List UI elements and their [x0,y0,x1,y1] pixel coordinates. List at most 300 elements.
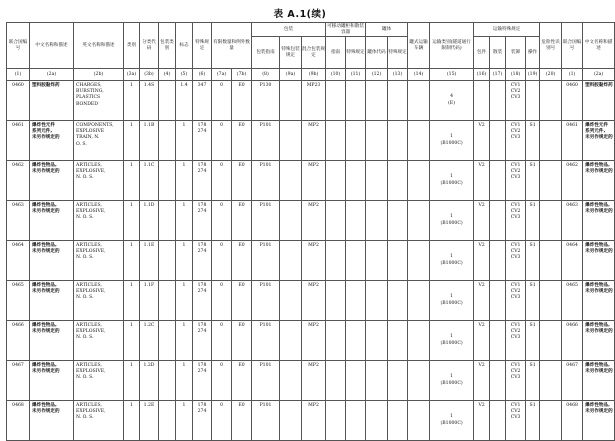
header-pack-instr: 包装指南 [252,37,280,69]
cn-name-cell [30,401,74,441]
mixed-pack-cell: MP2 [302,121,326,161]
label-cell: 1 [176,201,193,241]
limited-qty-cell: 0 [212,241,232,281]
transport-cat-cell-line: (B1000C) [440,300,463,306]
tank-special-cell [346,401,366,441]
tank-instr-cell [326,81,346,121]
transport-cat-cell-line: 1 [450,374,454,380]
column-number-cell: (7a) [212,69,232,81]
transport-cat-cell-line: 1 [450,174,454,180]
en-name-cell-line: EXPLOSIVE, [76,169,106,175]
ts-loading-cell-line: CV2 [510,169,521,175]
en-name-cell-line: PLASTICS [76,95,101,101]
ts-loading-cell-line: CV1 [510,163,521,168]
cn-name-cell [30,121,74,161]
transport-cat-cell [430,161,474,201]
ts-operation-cell: S1 [526,281,540,321]
column-number-cell: (4) [159,69,176,81]
special-provision-cell [193,281,212,321]
header-mixed-pack: 混合包装规定 [302,37,326,69]
header-limited-qty: 有限数量和例外数量 [212,23,252,69]
cn-name-right-cell-line: 爆炸性物品, [585,363,610,368]
column-number-cell: (9a) [280,69,302,81]
ts-bulk-cell [490,401,506,441]
class-cell: 1 [124,201,140,241]
tank-instr-cell [326,241,346,281]
class-code-cell: 1.2E [140,401,159,441]
ts-bulk-cell [490,281,506,321]
mixed-pack-cell: MP2 [302,201,326,241]
tank-instr-cell [326,201,346,241]
header-class: 类别 [124,23,140,69]
mixed-pack-cell: MP2 [302,161,326,201]
cn-name-right-cell-line: 爆炸性物品, [585,403,610,408]
pack-special-cell [280,121,302,161]
ts-packages-cell: V2 [474,241,490,281]
hazard-id-cell [540,281,562,321]
un-no-right-cell: 0462 [562,161,583,201]
cn-name-cell-line: 爆炸性物品, [32,283,57,288]
limited-qty-cell: 0 [212,281,232,321]
tank-special-cell [346,241,366,281]
en-name-cell-line: N. O. S. [76,295,94,301]
cn-name-right-cell [583,361,615,401]
cn-name-cell [30,81,74,121]
cn-name-cell [30,201,74,241]
transport-cat-cell [430,241,474,281]
header-class-code: 分类代码 [140,23,159,69]
table-row [7,401,615,441]
en-name-cell-line: COMPONENTS, [76,123,114,128]
tank-code-cell [366,281,388,321]
transport-cat-cell [430,281,474,321]
un-no-right-cell: 0465 [562,281,583,321]
ts-bulk-cell [490,241,506,281]
pack-instr-cell: P101 [252,401,280,441]
special-provision-cell-line: 178 [197,283,207,288]
cn-name-cell [30,361,74,401]
un-no-cell: 0467 [7,361,30,401]
ts-loading-cell-line: CV3 [510,375,521,381]
label-cell: 1 [176,281,193,321]
mixed-pack-cell: MP23 [302,81,326,121]
cn-name-cell-line: 未另作规定的 [32,249,60,255]
tank-special-2-cell [388,241,408,281]
cn-name-right-cell-line: 爆炸性物品, [585,203,610,208]
ts-loading-cell-line: CV3 [510,295,521,301]
cn-name-right-cell-line: 系列元件, [585,129,606,135]
cn-name-cell [30,241,74,281]
class-cell: 1 [124,241,140,281]
cn-name-right-cell [583,161,615,201]
special-provision-cell-line: 347 [197,83,207,88]
hazard-id-cell [540,241,562,281]
ts-loading-cell-line: CV1 [510,363,521,368]
class-code-cell: 1.1E [140,241,159,281]
header-special-provisions: 特殊规定 [193,23,212,69]
pack-special-cell [280,161,302,201]
ts-loading-cell-line: CV2 [510,409,521,415]
cn-name-right-cell-line: 爆炸性物品, [585,323,610,328]
special-provision-cell-line: 274 [197,169,207,175]
cn-name-cell-line: 塑料胶黏炸药 [32,83,60,88]
tank-special-2-cell [388,81,408,121]
pack-special-cell [280,361,302,401]
hazard-id-cell [540,81,562,121]
column-number-cell: (16) [474,69,490,81]
en-name-cell-line: N. O. S. [76,215,94,221]
en-name-cell-line: N. O. S. [76,175,94,181]
mixed-pack-cell: MP2 [302,241,326,281]
ts-loading-cell-line: CV3 [510,415,521,421]
ts-bulk-cell [490,81,506,121]
limited-qty-cell: 0 [212,361,232,401]
tank-special-2-cell [388,121,408,161]
un-no-cell: 0466 [7,321,30,361]
special-provision-cell [193,241,212,281]
transport-cat-cell-line: 1 [450,254,454,260]
mixed-pack-cell: MP2 [302,401,326,441]
en-name-cell-line: TRAIN, N. [76,135,100,141]
vehicle-tank-cell [408,321,430,361]
vehicle-tank-cell [408,401,430,441]
en-name-cell-line: ARTICLES, [76,283,102,288]
pack-instr-cell: P101 [252,321,280,361]
cn-name-right-cell-line: 未另作规定的 [585,369,613,375]
en-name-cell-line: ARTICLES, [76,323,102,328]
tank-special-cell [346,281,366,321]
special-provision-cell-line: 274 [197,329,207,335]
header-packing-group: 包装类别 [159,23,176,69]
table-row [7,201,615,241]
packing-group-cell [159,201,176,241]
class-code-cell: 1.1F [140,281,159,321]
pack-instr-cell: P101 [252,201,280,241]
special-provision-cell-line: 274 [197,289,207,295]
ts-bulk-cell [490,361,506,401]
special-provision-cell-line: 274 [197,249,207,255]
tank-code-cell [366,81,388,121]
ts-operation-cell: S1 [526,161,540,201]
en-name-cell-line: CHARGES, [76,83,102,88]
ts-loading-cell-line: CV3 [510,335,521,341]
limited-qty-cell: 0 [212,321,232,361]
cn-name-cell-line: 未另作规定的 [32,329,60,335]
un-no-cell: 0461 [7,121,30,161]
transport-cat-cell-line: 1 [450,334,454,340]
cn-name-cell-line: 未另作规定的 [32,209,60,215]
en-name-cell [74,121,124,161]
class-code-cell: 1.2C [140,321,159,361]
limited-qty-cell: 0 [212,201,232,241]
transport-cat-cell [430,81,474,121]
en-name-cell-line: ARTICLES, [76,163,102,168]
pack-special-cell [280,241,302,281]
special-provision-cell-line: 178 [197,323,207,328]
cn-name-right-cell-line: 未另作规定的 [585,409,613,415]
tank-code-cell [366,361,388,401]
en-name-cell [74,161,124,201]
tank-instr-cell [326,121,346,161]
mixed-pack-cell: MP2 [302,361,326,401]
transport-cat-cell-line: 1 [450,214,454,220]
class-code-cell: 1.4S [140,81,159,121]
ts-operation-cell: S1 [526,121,540,161]
ts-packages-cell: V2 [474,321,490,361]
ts-loading-cell-line: CV3 [510,175,521,181]
class-code-cell: 1.1B [140,121,159,161]
special-provision-cell-line: 274 [197,209,207,215]
en-name-cell-line: EXPLOSIVE, [76,249,106,255]
header-ts-loading: 装卸 [506,37,526,69]
limited-qty-cell: 0 [212,121,232,161]
ts-operation-cell: S1 [526,401,540,441]
cn-name-cell-line: 未另作规定的 [32,289,60,295]
column-number-cell: (6) [193,69,212,81]
excepted-qty-cell: E0 [232,161,252,201]
special-provision-cell-line: 178 [197,243,207,248]
un-no-right-cell: 0463 [562,201,583,241]
transport-cat-cell-line: 4 [450,94,454,100]
packing-group-cell [159,241,176,281]
column-number-cell: (1) [562,69,583,81]
cn-name-right-cell-line: 爆炸性物品, [585,283,610,288]
header-tank: 罐体 [366,23,408,37]
cn-name-right-cell-line: 未另作规定的 [585,209,613,215]
un-no-cell: 0465 [7,281,30,321]
pack-special-cell [280,201,302,241]
column-number-cell: (17) [490,69,506,81]
cn-name-cell-line: 未另作规定的 [32,409,60,415]
hazard-id-cell [540,401,562,441]
table-row [7,281,615,321]
ts-operation-cell: S1 [526,321,540,361]
pack-special-cell [280,81,302,121]
en-name-cell-line: BONDED [76,101,98,107]
cn-name-cell-line: 爆炸性物品, [32,323,57,328]
en-name-cell-line: N. O. S. [76,415,94,421]
transport-cat-cell [430,321,474,361]
cn-name-cell-line: 爆炸性物品, [32,403,57,408]
header-pack-special: 特殊包装规定 [280,37,302,69]
tank-code-cell [366,401,388,441]
en-name-cell-line: N. O. S. [76,375,94,381]
tank-special-2-cell [388,321,408,361]
label-cell: 1 [176,401,193,441]
label-cell: 1.4 [176,81,193,121]
header-tank-instr: 指南 [326,37,346,69]
packing-group-cell [159,281,176,321]
ts-loading-cell [506,281,526,321]
special-provision-cell-line: 274 [197,129,207,135]
special-provision-cell [193,361,212,401]
mixed-pack-cell: MP2 [302,281,326,321]
un-no-right-cell: 0467 [562,361,583,401]
tank-special-cell [346,201,366,241]
tank-instr-cell [326,401,346,441]
ts-loading-cell-line: CV3 [510,95,521,101]
column-number-cell: (8) [252,69,280,81]
en-name-cell-line: EXPLOSIVE, [76,289,106,295]
packing-group-cell [159,161,176,201]
label-cell: 1 [176,161,193,201]
special-provision-cell [193,121,212,161]
ts-loading-cell-line: CV2 [510,369,521,375]
transport-cat-cell-line: 1 [450,294,454,300]
en-name-cell-line: N. O. S. [76,335,94,341]
pack-instr-cell: P130 [252,81,280,121]
hazard-id-cell [540,361,562,401]
excepted-qty-cell: E0 [232,241,252,281]
en-name-cell [74,281,124,321]
cn-name-right-cell-line: 塑料胶黏炸药 [585,83,613,88]
cn-name-right-cell [583,321,615,361]
transport-cat-cell-line: (B1000C) [440,420,463,426]
ts-loading-cell-line: CV3 [510,255,521,261]
ts-loading-cell [506,81,526,121]
ts-loading-cell-line: CV1 [510,323,521,328]
header-transport-special: 运输特殊规定 [474,23,540,37]
limited-qty-cell: 0 [212,401,232,441]
header-tank-special: 特殊规定 [346,37,366,69]
column-number-cell: (9b) [302,69,326,81]
excepted-qty-cell: E0 [232,81,252,121]
column-number-cell: (12) [366,69,388,81]
tank-code-cell [366,241,388,281]
ts-operation-cell: S1 [526,201,540,241]
un-no-cell: 0463 [7,201,30,241]
vehicle-tank-cell [408,161,430,201]
cn-name-right-cell [583,401,615,441]
transport-cat-cell-line: (B1000C) [440,260,463,266]
ts-operation-cell: S1 [526,361,540,401]
excepted-qty-cell: E0 [232,361,252,401]
cn-name-right-cell [583,81,615,121]
ts-loading-cell-line: CV2 [510,209,521,215]
ts-loading-cell-line: CV2 [510,329,521,335]
tank-special-2-cell [388,281,408,321]
excepted-qty-cell: E0 [232,121,252,161]
ts-loading-cell-line: CV2 [510,89,521,95]
dangerous-goods-table [6,22,615,441]
header-ts-bulk: 散装 [490,37,506,69]
ts-packages-cell: V2 [474,121,490,161]
pack-instr-cell: P101 [252,121,280,161]
ts-bulk-cell [490,321,506,361]
tank-instr-cell [326,361,346,401]
tank-code-cell [366,161,388,201]
cn-name-cell-line: 未另作规定的 [32,135,60,141]
un-no-cell: 0460 [7,81,30,121]
ts-loading-cell-line: CV1 [510,283,521,288]
table-row [7,121,615,161]
class-cell: 1 [124,121,140,161]
en-name-cell-line: ARTICLES, [76,403,102,408]
packing-group-cell [159,81,176,121]
column-number-cell: (2a) [583,69,615,81]
ts-packages-cell: V2 [474,201,490,241]
transport-cat-cell-line: 1 [450,414,454,420]
en-name-cell [74,201,124,241]
tank-special-2-cell [388,161,408,201]
cn-name-right-cell [583,201,615,241]
packing-group-cell [159,121,176,161]
en-name-cell-line: EXPLOSIVE, [76,209,106,215]
cn-name-cell-line: 爆炸性物品, [32,163,57,168]
cn-name-cell-line: 爆炸性物品, [32,243,57,248]
excepted-qty-cell: E0 [232,201,252,241]
tank-special-cell [346,81,366,121]
table-row [7,361,615,401]
ts-bulk-cell [490,161,506,201]
en-name-cell-line: ARTICLES, [76,203,102,208]
special-provision-cell-line: 178 [197,403,207,408]
column-number-cell: (2b) [74,69,124,81]
header-en-name: 英文名称和描述 [74,23,124,69]
ts-packages-cell [474,81,490,121]
un-no-right-cell: 0460 [562,81,583,121]
column-number-cell: (3b) [140,69,159,81]
pack-special-cell [280,401,302,441]
ts-loading-cell-line: CV1 [510,203,521,208]
header-labels: 标志 [176,23,193,69]
vehicle-tank-cell [408,281,430,321]
class-code-cell: 1.1D [140,201,159,241]
transport-cat-cell-line: (E) [448,100,456,106]
ts-packages-cell: V2 [474,161,490,201]
pack-instr-cell: P101 [252,161,280,201]
un-no-cell: 0468 [7,401,30,441]
ts-bulk-cell [490,201,506,241]
tank-special-2-cell [388,401,408,441]
en-name-cell-line: ARTICLES, [76,363,102,368]
vehicle-tank-cell [408,241,430,281]
special-provision-cell-line: 178 [197,363,207,368]
cn-name-cell-line: 系列元件, [32,129,53,135]
header-portable-tank: 可移动罐柜和散装容器 [327,23,364,35]
transport-cat-cell [430,401,474,441]
special-provision-cell-line: 178 [197,163,207,168]
table-title: 表 A.1(续) [273,9,327,20]
special-provision-cell-line: 274 [197,409,207,415]
cn-name-cell-line: 爆炸性物品, [32,203,57,208]
un-no-right-cell: 0468 [562,401,583,441]
packing-group-cell [159,401,176,441]
ts-bulk-cell [490,121,506,161]
ts-loading-cell [506,361,526,401]
transport-cat-cell-line: (B1000C) [440,340,463,346]
limited-qty-cell: 0 [212,161,232,201]
ts-loading-cell-line: CV1 [510,403,521,408]
label-cell: 1 [176,321,193,361]
special-provision-cell [193,401,212,441]
ts-packages-cell: V2 [474,361,490,401]
class-cell: 1 [124,81,140,121]
cn-name-right-cell-line: 未另作规定的 [585,169,613,175]
special-provision-cell [193,201,212,241]
vehicle-tank-cell [408,121,430,161]
ts-loading-cell-line: CV2 [510,289,521,295]
class-code-cell: 1.2D [140,361,159,401]
cn-name-right-cell-line: 未另作规定的 [585,289,613,295]
ts-loading-cell-line: CV2 [510,249,521,255]
en-name-cell [74,401,124,441]
tank-special-cell [346,321,366,361]
en-name-cell-line: N. O. S. [76,255,94,261]
packing-group-cell [159,321,176,361]
hazard-id-cell [540,161,562,201]
header-tank-special-2: 特殊规定 [388,37,408,69]
